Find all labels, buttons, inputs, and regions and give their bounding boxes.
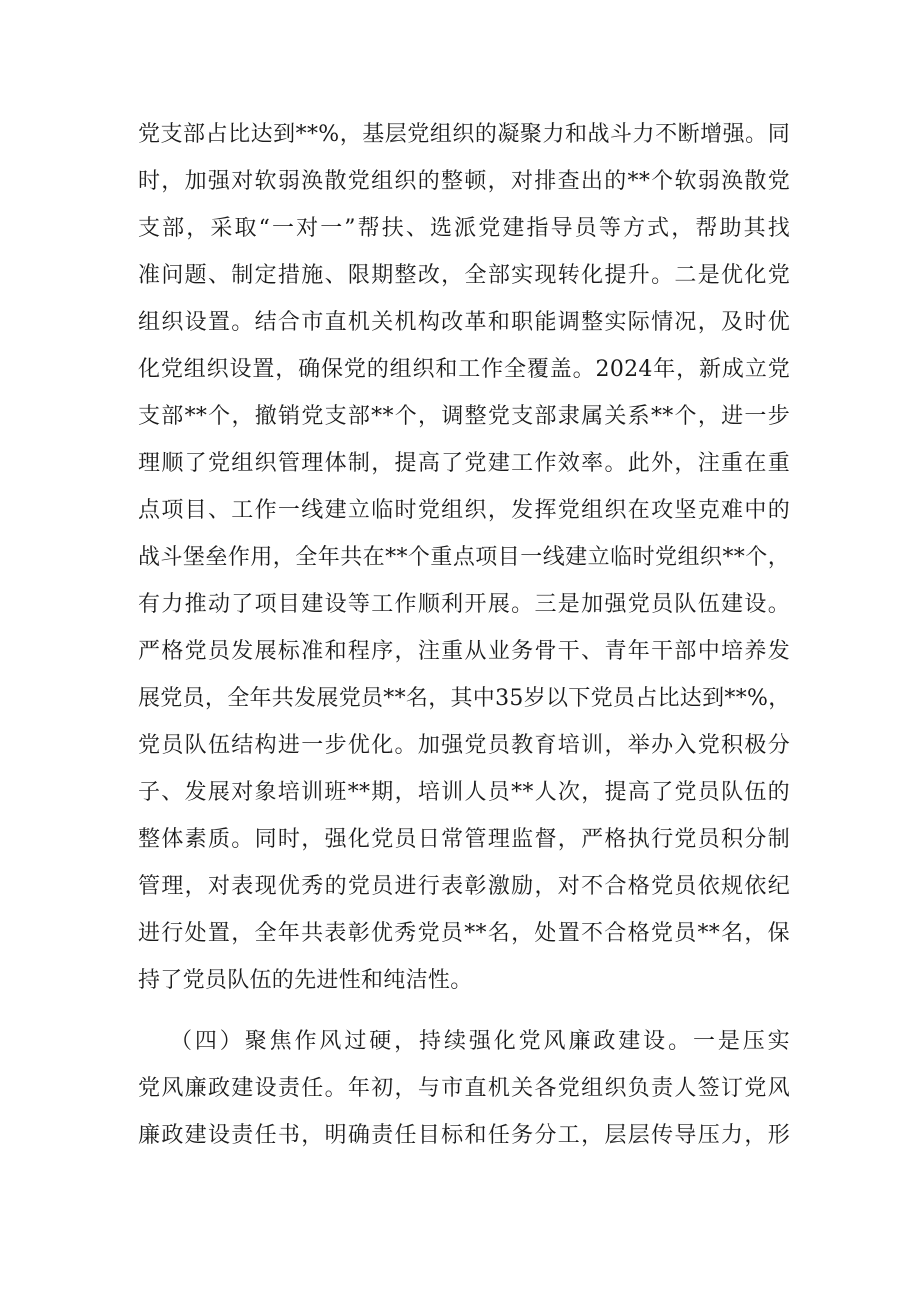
text-line: 组织设置。结合市直机关机构改革和职能调整实际情况，及时优: [138, 310, 790, 335]
text-line: 严格党员发展标准和程序，注重从业务骨干、青年干部中培养发: [138, 639, 790, 664]
text-line: 子、发展对象培训班**期，培训人员**人次，提高了党员队伍的: [138, 780, 790, 805]
text-line: 有力推动了项目建设等工作顺利开展。三是加强党员队伍建设。: [138, 592, 790, 617]
paragraph-section-four: [138, 1018, 790, 1159]
text-line: 整体素质。同时，强化党员日常管理监督，严格执行党员积分制: [138, 827, 790, 852]
text-line: 支部**个，撤销党支部**个，调整党支部隶属关系**个，进一步: [138, 404, 790, 429]
text-line: 点项目、工作一线建立临时党组织，发挥党组织在攻坚克难中的: [138, 498, 790, 523]
text-line: 时，加强对软弱涣散党组织的整顿，对排查出的**个软弱涣散党: [138, 169, 790, 194]
text-line: 展党员，全年共发展党员**名，其中35岁以下党员占比达到**%，: [138, 686, 791, 711]
text-line: 化党组织设置，确保党的组织和工作全覆盖。2024年，新成立党: [138, 357, 790, 382]
text-line: 党支部占比达到**%，基层党组织的凝聚力和战斗力不断增强。同: [138, 122, 790, 147]
section-heading-line: （四）聚焦作风过硬，持续强化党风廉政建设。一是压实: [170, 1029, 790, 1054]
text-line: 廉政建设责任书，明确责任目标和任务分工，层层传导压力，形: [138, 1123, 790, 1148]
text-line: 党员队伍结构进一步优化。加强党员教育培训，举办入党积极分: [138, 733, 790, 758]
text-line: 进行处置，全年共表彰优秀党员**名，处置不合格党员**名，保: [138, 921, 790, 946]
text-line: 党风廉政建设责任。年初，与市直机关各党组织负责人签订党风: [138, 1076, 790, 1101]
text-line: 理顺了党组织管理体制，提高了党建工作效率。此外，注重在重: [138, 451, 790, 476]
text-line: 支部，采取“一对一”帮扶、选派党建指导员等方式，帮助其找: [138, 216, 790, 241]
text-line: 管理，对表现优秀的党员进行表彰激励，对不合格党员依规依纪: [138, 874, 790, 899]
text-line: 持了党员队伍的先进性和纯洁性。: [138, 968, 473, 993]
text-line: 战斗堡垒作用，全年共在**个重点项目一线建立临时党组织**个，: [138, 545, 790, 570]
paragraph-party-organization: [138, 111, 790, 1004]
text-line: 准问题、制定措施、限期整改，全部实现转化提升。二是优化党: [138, 263, 790, 288]
